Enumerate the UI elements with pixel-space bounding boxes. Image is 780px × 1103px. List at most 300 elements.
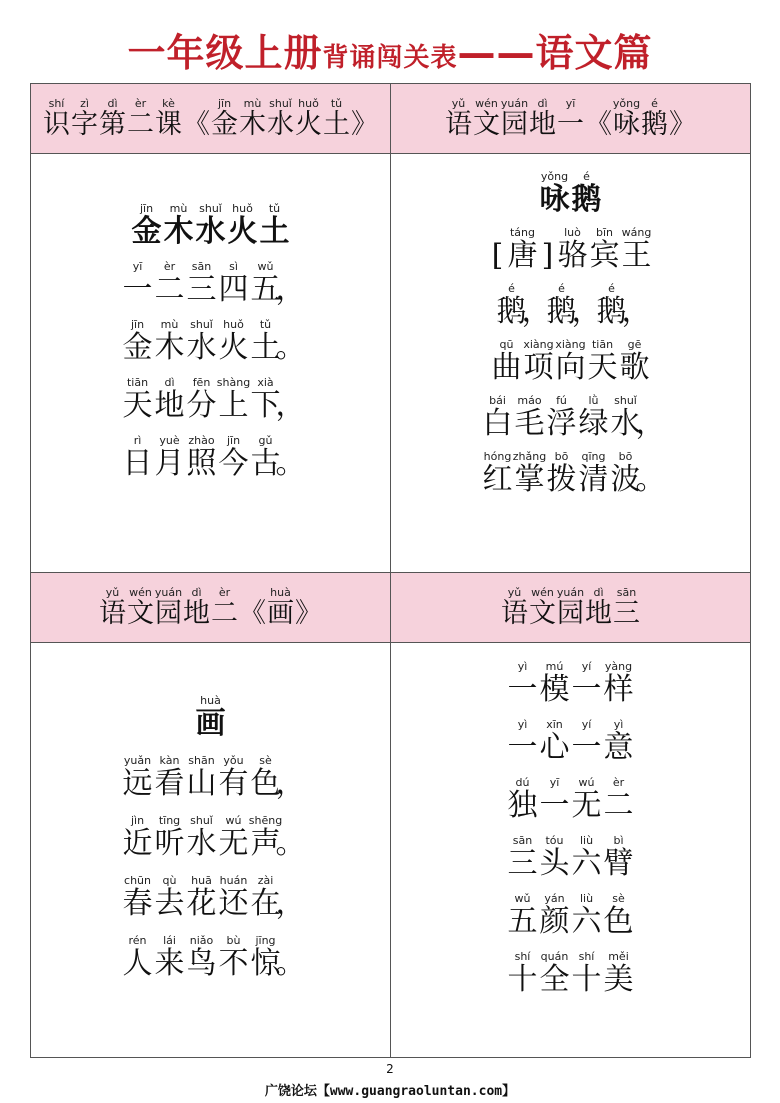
pinyin: huā <box>191 874 212 887</box>
character-unit <box>619 338 651 384</box>
character-unit <box>155 586 183 629</box>
hanzi: 一 <box>122 272 153 307</box>
hanzi: 看 <box>154 766 185 801</box>
character-unit <box>571 834 603 880</box>
pinyin: wú <box>578 776 595 789</box>
hanzi: 听 <box>154 826 185 861</box>
hanzi: 王 <box>621 238 652 273</box>
pinyin: shí <box>578 950 595 963</box>
pinyin: dì <box>593 586 604 600</box>
character-unit <box>122 434 154 480</box>
character-unit <box>99 586 127 629</box>
pinyin: yī <box>132 260 143 273</box>
cell-body <box>391 660 750 996</box>
hanzi: 近 <box>122 826 153 861</box>
pinyin: qù <box>162 874 177 887</box>
text-line <box>122 754 306 801</box>
pinyin: wǔ <box>257 260 274 273</box>
character-unit <box>267 586 295 629</box>
character-unit <box>507 950 539 996</box>
character-unit <box>122 934 154 980</box>
character-unit <box>613 97 641 140</box>
character-unit <box>154 260 186 306</box>
character-unit <box>155 97 183 140</box>
pinyin: sè <box>259 754 272 767</box>
hanzi: 人 <box>122 946 153 981</box>
character-unit <box>482 394 514 440</box>
hanzi: 二 <box>154 272 185 307</box>
pinyin: yì <box>613 718 624 731</box>
hanzi: ， <box>571 294 602 329</box>
hanzi: 语 <box>445 109 472 141</box>
hanzi: 一 <box>507 672 538 707</box>
cell-header <box>391 573 750 642</box>
character-unit <box>514 394 546 440</box>
hanzi: 宾 <box>589 238 620 273</box>
pinyin: fēn <box>192 376 211 389</box>
text-line <box>122 934 306 981</box>
punctuation <box>275 260 306 307</box>
punctuation <box>275 754 306 801</box>
character-unit <box>507 776 539 822</box>
punctuation <box>295 586 323 629</box>
character-unit <box>71 97 99 140</box>
hanzi: 山 <box>186 766 217 801</box>
hanzi: 古 <box>250 446 281 481</box>
pinyin: dì <box>191 586 202 600</box>
cell-body <box>31 202 390 480</box>
pinyin: dì <box>537 97 548 111</box>
hanzi: 拨 <box>546 462 577 497</box>
pinyin: èr <box>134 97 147 111</box>
pinyin: dì <box>164 376 175 389</box>
character-unit <box>603 718 635 764</box>
hanzi: 土 <box>323 109 350 141</box>
character-unit <box>186 754 218 800</box>
hanzi: 头 <box>539 846 570 881</box>
hanzi: 浮 <box>546 406 577 441</box>
cell-header <box>31 84 390 153</box>
hanzi: 向 <box>555 350 586 385</box>
pinyin: èr <box>163 260 176 273</box>
hanzi: 鹅 <box>641 109 668 141</box>
pinyin: jīn <box>130 318 145 331</box>
pinyin: rén <box>128 934 147 947</box>
hanzi: 毛 <box>514 406 545 441</box>
pinyin: yǒng <box>540 170 569 183</box>
pinyin: èr <box>218 586 231 600</box>
hanzi: ， <box>635 406 666 441</box>
hanzi: ， <box>275 272 306 307</box>
hanzi: 园 <box>155 598 182 630</box>
character-unit <box>154 434 186 480</box>
punctuation <box>521 282 552 329</box>
character-unit <box>154 376 186 422</box>
character-unit <box>295 97 323 140</box>
hanzi: 鹅 <box>596 294 627 329</box>
hanzi: 火 <box>295 109 322 141</box>
hanzi: 有 <box>218 766 249 801</box>
hanzi: 二 <box>603 788 634 823</box>
punctuation <box>275 934 306 981</box>
text-line <box>122 318 306 365</box>
pinyin: yǒu <box>223 754 244 767</box>
pinyin: shàng <box>216 376 251 389</box>
hanzi: 一 <box>557 109 584 141</box>
character-unit <box>529 97 557 140</box>
text-line <box>195 694 227 740</box>
punctuation <box>585 97 613 140</box>
pinyin: huǒ <box>298 97 319 111</box>
title-mid: 背诵闯关表 <box>322 43 458 73</box>
pinyin: yán <box>544 892 565 905</box>
character-unit <box>523 338 555 384</box>
text-line <box>122 434 306 481</box>
pinyin: sān <box>616 586 637 600</box>
pinyin: zhào <box>188 434 215 447</box>
hanzi: 远 <box>122 766 153 801</box>
cell-header <box>31 573 390 642</box>
hanzi: 来 <box>154 946 185 981</box>
hanzi: 全 <box>539 962 570 997</box>
character-unit <box>218 260 250 306</box>
hanzi: 不 <box>218 946 249 981</box>
hanzi: 六 <box>571 904 602 939</box>
hanzi: 春 <box>122 886 153 921</box>
pinyin: tiān <box>591 338 614 351</box>
pinyin: liù <box>579 892 594 905</box>
hanzi: 水 <box>610 406 641 441</box>
character-unit <box>127 586 155 629</box>
pinyin: bì <box>613 834 624 847</box>
pinyin: wén <box>531 586 554 600</box>
character-unit <box>183 586 211 629</box>
hanzi: 模 <box>539 672 570 707</box>
hanzi: 三 <box>613 598 640 630</box>
hanzi: 。 <box>635 462 666 497</box>
hanzi: 独 <box>507 788 538 823</box>
character-unit <box>218 934 250 980</box>
pinyin: lái <box>163 934 176 947</box>
character-unit <box>539 950 571 996</box>
hanzi: 《 <box>239 598 266 630</box>
character-unit <box>122 814 154 860</box>
hanzi: 鹅 <box>571 182 602 217</box>
hanzi: 土 <box>250 330 281 365</box>
character-unit <box>154 754 186 800</box>
text-line <box>122 376 306 423</box>
character-unit <box>259 202 291 248</box>
character-unit <box>585 586 613 629</box>
pinyin: máo <box>517 394 542 407</box>
hanzi: 。 <box>275 826 306 861</box>
character-unit <box>641 97 669 140</box>
pinyin: wáng <box>621 226 652 239</box>
pinyin: yuè <box>159 434 180 447</box>
hanzi: 咏 <box>613 109 640 141</box>
character-unit <box>539 834 571 880</box>
hanzi: 颜 <box>539 904 570 939</box>
pinyin: yì <box>517 718 528 731</box>
pinyin: shuǐ <box>190 318 213 331</box>
character-unit <box>557 226 589 272</box>
page-number: 2 <box>386 1062 394 1076</box>
hanzi: 天 <box>587 350 618 385</box>
character-unit <box>211 586 239 629</box>
hanzi: 曲 <box>491 350 522 385</box>
hanzi: 地 <box>154 388 185 423</box>
pinyin: tǔ <box>259 318 272 331</box>
character-unit <box>218 874 250 920</box>
character-unit <box>571 892 603 938</box>
text-line <box>482 450 666 497</box>
pinyin: tǔ <box>330 97 343 111</box>
hanzi: 花 <box>186 886 217 921</box>
hanzi: 火 <box>218 330 249 365</box>
hanzi: 一 <box>507 730 538 765</box>
punctuation <box>669 97 697 140</box>
character-unit <box>539 170 571 216</box>
character-unit <box>227 202 259 248</box>
pinyin: yuán <box>556 586 585 600</box>
character-unit <box>571 776 603 822</box>
hanzi: 。 <box>275 946 306 981</box>
hanzi: 清 <box>578 462 609 497</box>
pinyin: wén <box>129 586 152 600</box>
pinyin: huán <box>219 874 248 887</box>
pinyin: é <box>558 282 565 295</box>
text-line <box>496 282 652 329</box>
character-unit <box>186 376 218 422</box>
hanzi: 课 <box>155 109 182 141</box>
hanzi: 鸟 <box>186 946 217 981</box>
pinyin: yí <box>581 660 592 673</box>
hanzi: ， <box>621 294 652 329</box>
character-unit <box>195 202 227 248</box>
pinyin: shuǐ <box>269 97 292 111</box>
pinyin: chūn <box>124 874 151 887</box>
punctuation <box>489 226 507 272</box>
hanzi: 水 <box>186 826 217 861</box>
pinyin: tǔ <box>268 202 281 215</box>
character-unit <box>122 318 154 364</box>
hanzi: 一 <box>571 672 602 707</box>
pinyin: shuǐ <box>614 394 637 407</box>
hanzi: 园 <box>501 109 528 141</box>
hanzi: 水 <box>267 109 294 141</box>
hanzi: 分 <box>186 388 217 423</box>
character-unit <box>539 718 571 764</box>
hanzi: 二 <box>127 109 154 141</box>
hanzi: ， <box>275 886 306 921</box>
character-unit <box>186 934 218 980</box>
hanzi: 地 <box>183 598 210 630</box>
character-unit <box>122 376 154 422</box>
hanzi: 一 <box>571 730 602 765</box>
character-unit <box>603 834 635 880</box>
character-unit <box>218 814 250 860</box>
hanzi: 绿 <box>578 406 609 441</box>
character-unit <box>445 97 473 140</box>
hanzi: 色 <box>250 766 281 801</box>
pinyin: yī <box>565 97 576 111</box>
pinyin: jīn <box>226 434 241 447</box>
pinyin: yì <box>517 660 528 673</box>
hanzi: 十 <box>571 962 602 997</box>
character-unit <box>507 226 539 272</box>
punctuation <box>571 282 602 329</box>
text-line <box>507 950 635 996</box>
pinyin: sān <box>191 260 212 273</box>
character-unit <box>587 338 619 384</box>
hanzi: 画 <box>267 598 294 630</box>
hanzi: 鹅 <box>546 294 577 329</box>
pinyin: yí <box>581 718 592 731</box>
hanzi: 》 <box>351 109 378 141</box>
character-unit <box>473 97 501 140</box>
character-unit <box>186 434 218 480</box>
hanzi: 咏 <box>539 182 570 217</box>
pinyin: niǎo <box>189 934 214 947</box>
punctuation <box>539 226 557 272</box>
character-unit <box>323 97 351 140</box>
hanzi: 三 <box>186 272 217 307</box>
pinyin: sè <box>612 892 625 905</box>
pinyin: yuán <box>154 586 183 600</box>
pinyin: dì <box>107 97 118 111</box>
hanzi: 美 <box>603 962 634 997</box>
character-unit <box>539 892 571 938</box>
hanzi: 上 <box>218 388 249 423</box>
hanzi: 《 <box>585 109 612 141</box>
title-end: ——语文篇 <box>457 31 653 75</box>
hanzi: 样 <box>603 672 634 707</box>
text-line <box>482 394 666 441</box>
pinyin: yuǎn <box>123 754 152 767</box>
hanzi: [ <box>491 238 504 273</box>
pinyin: huà <box>270 586 291 600</box>
pinyin: jīng <box>255 934 276 947</box>
pinyin: qīng <box>581 450 606 463</box>
hanzi: 土 <box>259 214 290 249</box>
character-unit <box>218 434 250 480</box>
hanzi: 金 <box>131 214 162 249</box>
punctuation <box>275 434 306 481</box>
character-unit <box>546 450 578 496</box>
pinyin: yǒng <box>612 97 641 111</box>
pinyin: tiān <box>126 376 149 389</box>
pinyin: é <box>608 282 615 295</box>
text-line <box>99 586 323 629</box>
character-unit <box>186 814 218 860</box>
hanzi: ， <box>521 294 552 329</box>
text-line <box>489 226 653 272</box>
hanzi: 下 <box>250 388 281 423</box>
punctuation <box>275 874 306 921</box>
character-unit <box>546 394 578 440</box>
character-unit <box>578 394 610 440</box>
character-unit <box>218 318 250 364</box>
character-unit <box>186 260 218 306</box>
character-unit <box>211 97 239 140</box>
pinyin: liù <box>579 834 594 847</box>
pinyin: sān <box>512 834 533 847</box>
pinyin: zài <box>257 874 274 887</box>
text-line <box>507 660 635 706</box>
pinyin: kàn <box>159 754 180 767</box>
recitation-table <box>30 83 751 1058</box>
pinyin: yī <box>549 776 560 789</box>
text-line <box>491 338 651 384</box>
title-main: 一年级上册 <box>127 31 323 75</box>
text-line <box>122 874 306 921</box>
pinyin: shuǐ <box>199 202 222 215</box>
pinyin: é <box>583 170 590 183</box>
character-unit <box>122 260 154 306</box>
character-unit <box>571 950 603 996</box>
hanzi: 文 <box>127 598 154 630</box>
pinyin: shí <box>514 950 531 963</box>
character-unit <box>239 97 267 140</box>
hanzi: 二 <box>211 598 238 630</box>
hanzi: 四 <box>218 272 249 307</box>
text-line <box>122 814 306 861</box>
character-unit <box>127 97 155 140</box>
hanzi: 木 <box>239 109 266 141</box>
pinyin: fú <box>556 394 567 407</box>
pinyin: kè <box>162 97 175 111</box>
character-unit <box>571 660 603 706</box>
hanzi: 波 <box>610 462 641 497</box>
hanzi: 六 <box>571 846 602 881</box>
pinyin: mù <box>169 202 188 215</box>
pinyin: xīn <box>546 718 563 731</box>
pinyin: tóu <box>545 834 564 847</box>
punctuation <box>275 814 306 861</box>
text-line <box>122 260 306 307</box>
character-unit <box>507 892 539 938</box>
text-line <box>507 892 635 938</box>
character-unit <box>578 450 610 496</box>
character-unit <box>603 660 635 706</box>
character-unit <box>122 874 154 920</box>
hanzi: 字 <box>71 109 98 141</box>
text-line <box>131 202 291 248</box>
pinyin: tīng <box>158 814 181 827</box>
character-unit <box>154 318 186 364</box>
hanzi: 在 <box>250 886 281 921</box>
hanzi: 鹅 <box>496 294 527 329</box>
hanzi: 声 <box>250 826 281 861</box>
text-line <box>43 97 379 140</box>
character-unit <box>218 376 250 422</box>
hanzi: 语 <box>501 598 528 630</box>
text-line <box>445 97 697 140</box>
character-unit <box>555 338 587 384</box>
hanzi: ， <box>275 766 306 801</box>
hanzi: 天 <box>122 388 153 423</box>
pinyin: shuǐ <box>190 814 213 827</box>
hanzi: 文 <box>529 598 556 630</box>
character-unit <box>131 202 163 248</box>
character-unit <box>539 660 571 706</box>
hanzi: 还 <box>218 886 249 921</box>
hanzi: 骆 <box>557 238 588 273</box>
text-line <box>501 586 641 629</box>
character-unit <box>99 97 127 140</box>
pinyin: měi <box>608 950 629 963</box>
hanzi: 语 <box>99 598 126 630</box>
